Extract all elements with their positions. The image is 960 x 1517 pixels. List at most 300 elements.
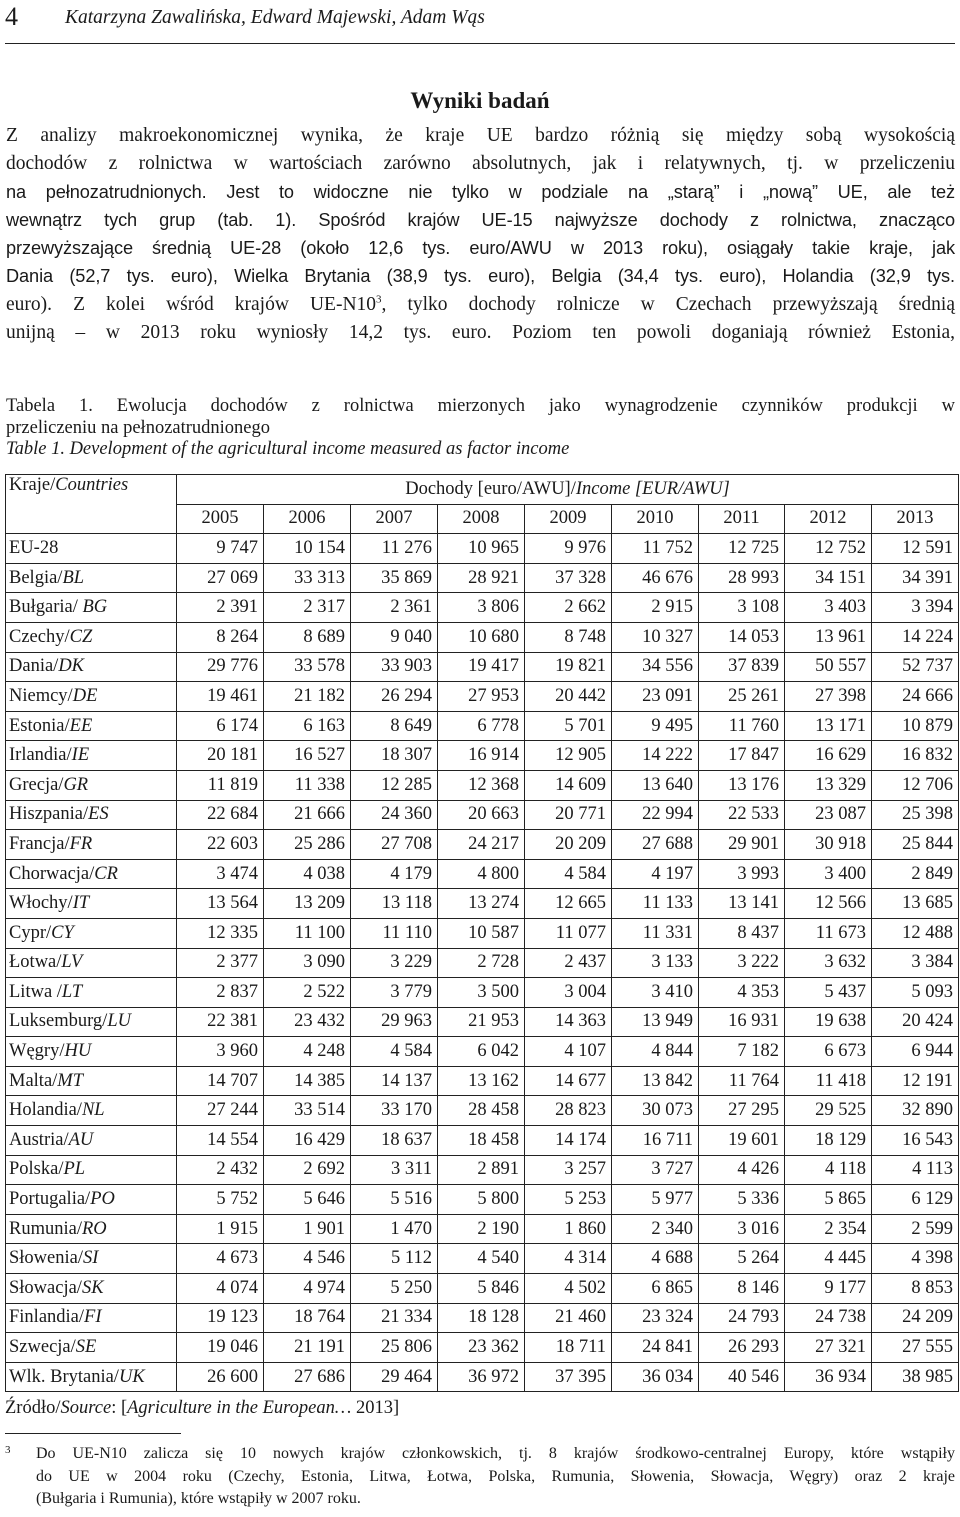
income-value-cell: 5 865 [785, 1185, 872, 1215]
income-value-cell: 28 993 [699, 563, 785, 593]
income-value-cell: 3 004 [525, 978, 612, 1008]
income-value-cell: 5 437 [785, 978, 872, 1008]
income-value-cell: 11 077 [525, 918, 612, 948]
income-value-cell: 24 666 [872, 682, 959, 712]
paragraph-line [6, 291, 955, 319]
income-value-cell: 13 118 [351, 889, 438, 919]
income-value-cell: 12 285 [351, 770, 438, 800]
income-value-cell: 4 974 [264, 1274, 351, 1304]
income-value-cell: 2 190 [438, 1214, 525, 1244]
country-code-en: LV [61, 952, 83, 973]
income-value-cell: 6 778 [438, 711, 525, 741]
income-value-cell: 23 324 [612, 1303, 699, 1333]
income-value-cell: 12 905 [525, 741, 612, 771]
country-name-pl: Słowenia/ [9, 1248, 83, 1269]
income-value-cell: 3 806 [438, 593, 525, 623]
income-value-cell: 22 684 [177, 800, 264, 830]
country-name-pl: Belgia/ [9, 567, 63, 588]
income-value-cell: 14 609 [525, 770, 612, 800]
income-value-cell: 20 663 [438, 800, 525, 830]
country-name-pl: Łotwa/ [9, 952, 62, 973]
income-value-cell: 19 461 [177, 682, 264, 712]
income-value-cell: 27 555 [872, 1333, 959, 1363]
income-value-cell: 26 294 [351, 682, 438, 712]
income-value-cell: 4 502 [525, 1274, 612, 1304]
income-value-cell: 3 108 [699, 593, 785, 623]
country-column-header: Kraje/Countries [6, 475, 177, 534]
country-code-en: ES [88, 804, 109, 825]
income-value-cell: 19 417 [438, 652, 525, 682]
table-row [6, 741, 959, 771]
income-value-cell: 11 418 [785, 1066, 872, 1096]
income-value-cell: 13 141 [699, 889, 785, 919]
income-value-cell: 23 432 [264, 1007, 351, 1037]
country-cell [6, 800, 177, 830]
income-value-cell: 33 170 [351, 1096, 438, 1126]
income-value-cell: 4 540 [438, 1244, 525, 1274]
caption-pl-line2: przeliczeniu na pełnozatrudnionego [6, 417, 271, 438]
income-value-cell: 12 566 [785, 889, 872, 919]
income-value-cell: 22 994 [612, 800, 699, 830]
income-value-cell: 20 181 [177, 741, 264, 771]
income-value-cell: 2 377 [177, 948, 264, 978]
income-value-cell: 9 747 [177, 534, 264, 564]
income-value-cell: 25 844 [872, 830, 959, 860]
income-value-cell: 19 601 [699, 1126, 785, 1156]
country-code-en: FI [84, 1307, 102, 1328]
income-value-cell: 5 093 [872, 978, 959, 1008]
income-value-cell: 4 314 [525, 1244, 612, 1274]
table-header-row [6, 475, 959, 505]
income-value-cell: 23 362 [438, 1333, 525, 1363]
page-number: 4 [5, 2, 18, 31]
income-value-cell: 5 264 [699, 1244, 785, 1274]
income-value-cell: 13 961 [785, 622, 872, 652]
income-value-cell: 16 711 [612, 1126, 699, 1156]
country-code-en: SI [83, 1248, 99, 1269]
income-value-cell: 3 960 [177, 1037, 264, 1067]
income-value-cell: 5 977 [612, 1185, 699, 1215]
footnote-line: do UE w 2004 roku (Czechy, Estonia, Litwa, Łotwa, Polska, Rumunia, Słowenia, Słowacja, Węgry) oraz 2 kraje [36, 1467, 955, 1485]
income-value-cell: 3 403 [785, 593, 872, 623]
income-value-cell: 24 841 [612, 1333, 699, 1363]
income-value-cell: 2 849 [872, 859, 959, 889]
table-row [6, 1333, 959, 1363]
income-value-cell: 8 649 [351, 711, 438, 741]
footnote-line: Do UE-N10 zalicza się 10 nowych krajów członkowskich, tj. 8 krajów środkowo-centralnej Europy, które wstąpiły [36, 1445, 955, 1462]
income-value-cell: 18 764 [264, 1303, 351, 1333]
year-header-2012: 2012 [785, 504, 872, 534]
country-code-en: DE [72, 685, 98, 706]
table-row [6, 534, 959, 564]
income-value-cell: 21 191 [264, 1333, 351, 1363]
source-label-en: Source [60, 1398, 112, 1418]
income-value-cell: 4 673 [177, 1244, 264, 1274]
country-name-pl: Estonia/ [9, 715, 70, 736]
income-value-cell: 16 931 [699, 1007, 785, 1037]
country-cell [6, 1037, 177, 1067]
country-code-en: GR [63, 774, 89, 795]
income-value-cell: 2 915 [612, 593, 699, 623]
country-name-pl: EU-28 [9, 537, 59, 558]
table-row [6, 918, 959, 948]
footnote [5, 1443, 955, 1511]
source-citation: Agriculture in the European… [127, 1398, 352, 1418]
country-name-pl: Litwa / [9, 981, 62, 1002]
country-cell [6, 830, 177, 860]
income-value-cell: 2 692 [264, 1155, 351, 1185]
page-header [5, 4, 955, 40]
income-value-cell: 1 470 [351, 1214, 438, 1244]
income-value-cell: 27 686 [264, 1362, 351, 1392]
income-value-cell: 35 869 [351, 563, 438, 593]
table-row [6, 948, 959, 978]
table-row [6, 978, 959, 1008]
income-value-cell: 11 276 [351, 534, 438, 564]
year-header-2008: 2008 [438, 504, 525, 534]
income-value-cell: 14 707 [177, 1066, 264, 1096]
country-name-pl: Rumunia/ [9, 1218, 82, 1239]
income-value-cell: 11 110 [351, 918, 438, 948]
table-caption [6, 396, 955, 461]
income-value-cell: 3 090 [264, 948, 351, 978]
income-value-cell: 4 113 [872, 1155, 959, 1185]
income-value-cell: 29 776 [177, 652, 264, 682]
income-value-cell: 24 209 [872, 1303, 959, 1333]
country-cell [6, 1244, 177, 1274]
caption-pl-line1: Tabela 1. Ewolucja dochodów z rolnictwa mierzonych jako wynagrodzenie czynników produkcji w [6, 396, 955, 416]
country-code-en: UK [118, 1366, 145, 1387]
paragraph-line: na pełnozatrudnionych. Jest to widoczne nie tylko w podziale na „starą” i „nową” UE, ale też [6, 182, 955, 203]
country-code-en: LT [61, 981, 83, 1002]
country-cell [6, 652, 177, 682]
income-value-cell: 5 112 [351, 1244, 438, 1274]
table-row [6, 1096, 959, 1126]
income-value-cell: 12 591 [872, 534, 959, 564]
income-value-cell: 36 034 [612, 1362, 699, 1392]
income-value-cell: 37 839 [699, 652, 785, 682]
income-value-cell: 8 853 [872, 1274, 959, 1304]
country-code-en: CY [51, 922, 74, 943]
income-value-cell: 6 944 [872, 1037, 959, 1067]
income-value-cell: 26 600 [177, 1362, 264, 1392]
income-value-cell: 4 584 [525, 859, 612, 889]
table-row [6, 889, 959, 919]
income-value-cell: 27 398 [785, 682, 872, 712]
income-value-cell: 25 398 [872, 800, 959, 830]
income-value-cell: 2 662 [525, 593, 612, 623]
country-code-en: SK [81, 1277, 104, 1298]
income-value-cell: 4 546 [264, 1244, 351, 1274]
income-value-cell: 28 823 [525, 1096, 612, 1126]
caption-en: Table 1. Development of the agricultural income measured as factor income [6, 439, 570, 459]
income-value-cell: 24 360 [351, 800, 438, 830]
income-value-cell: 13 162 [438, 1066, 525, 1096]
table-row [6, 1037, 959, 1067]
income-value-cell: 12 488 [872, 918, 959, 948]
income-value-cell: 20 209 [525, 830, 612, 860]
income-value-cell: 9 976 [525, 534, 612, 564]
income-value-cell: 9 495 [612, 711, 699, 741]
income-value-cell: 29 901 [699, 830, 785, 860]
income-value-cell: 13 949 [612, 1007, 699, 1037]
income-value-cell: 14 137 [351, 1066, 438, 1096]
income-value-cell: 22 381 [177, 1007, 264, 1037]
income-value-cell: 2 340 [612, 1214, 699, 1244]
income-value-cell: 18 129 [785, 1126, 872, 1156]
income-value-cell: 4 179 [351, 859, 438, 889]
country-name-pl: Polska/ [9, 1159, 64, 1180]
body-paragraph [6, 122, 955, 347]
country-code-en: NL [81, 1100, 105, 1121]
income-value-cell: 4 074 [177, 1274, 264, 1304]
income-value-cell: 16 832 [872, 741, 959, 771]
source-label: Źródło/ [5, 1398, 61, 1418]
income-value-cell: 25 806 [351, 1333, 438, 1363]
income-value-cell: 19 123 [177, 1303, 264, 1333]
income-value-cell: 2 837 [177, 978, 264, 1008]
income-value-cell: 33 903 [351, 652, 438, 682]
income-value-cell: 4 426 [699, 1155, 785, 1185]
income-value-cell: 16 543 [872, 1126, 959, 1156]
income-value-cell: 8 689 [264, 622, 351, 652]
country-name-pl: Malta/ [9, 1070, 58, 1091]
income-value-cell: 28 921 [438, 563, 525, 593]
country-cell [6, 978, 177, 1008]
income-value-cell: 34 151 [785, 563, 872, 593]
country-code-en: PL [63, 1159, 86, 1180]
table-row [6, 830, 959, 860]
country-name-pl: Irlandia/ [9, 745, 72, 766]
income-value-cell: 8 437 [699, 918, 785, 948]
country-cell [6, 711, 177, 741]
income-value-cell: 21 334 [351, 1303, 438, 1333]
country-name-pl: Szwecja/ [9, 1337, 76, 1358]
income-value-cell: 5 336 [699, 1185, 785, 1215]
country-code-en: AU [68, 1129, 94, 1150]
table-row [6, 859, 959, 889]
income-value-cell: 11 338 [264, 770, 351, 800]
table-row [6, 1274, 959, 1304]
table-row [6, 622, 959, 652]
income-value-cell: 21 460 [525, 1303, 612, 1333]
income-value-cell: 16 429 [264, 1126, 351, 1156]
income-value-cell: 11 760 [699, 711, 785, 741]
country-cell [6, 534, 177, 564]
table-row [6, 1303, 959, 1333]
income-value-cell: 34 391 [872, 563, 959, 593]
table-body [6, 534, 959, 1392]
country-cell [6, 1303, 177, 1333]
income-value-cell: 13 274 [438, 889, 525, 919]
country-cell [6, 622, 177, 652]
footnote-reference: 3 [376, 293, 382, 306]
country-code-en: BL [62, 567, 85, 588]
income-value-cell: 4 688 [612, 1244, 699, 1274]
table-row [6, 1155, 959, 1185]
income-value-cell: 20 771 [525, 800, 612, 830]
income-value-cell: 1 901 [264, 1214, 351, 1244]
income-value-cell: 21 953 [438, 1007, 525, 1037]
income-value-cell: 4 445 [785, 1244, 872, 1274]
country-cell [6, 1185, 177, 1215]
income-value-cell: 16 527 [264, 741, 351, 771]
country-name-pl: Chorwacja/ [9, 863, 95, 884]
country-code-en: IT [72, 893, 90, 914]
income-value-cell: 10 154 [264, 534, 351, 564]
country-code-en: EE [69, 715, 93, 736]
income-value-cell: 46 676 [612, 563, 699, 593]
income-value-cell: 2 437 [525, 948, 612, 978]
income-value-cell: 20 424 [872, 1007, 959, 1037]
table-row [6, 1007, 959, 1037]
income-value-cell: 19 821 [525, 652, 612, 682]
header-rule [5, 43, 955, 44]
table-row [6, 1066, 959, 1096]
income-value-cell: 3 016 [699, 1214, 785, 1244]
country-name-pl: Słowacja/ [9, 1277, 82, 1298]
country-code-en: IE [71, 745, 90, 766]
income-value-cell: 3 779 [351, 978, 438, 1008]
country-name-pl: Czechy/ [9, 626, 70, 647]
income-value-cell: 6 865 [612, 1274, 699, 1304]
income-value-cell: 5 800 [438, 1185, 525, 1215]
income-value-cell: 10 587 [438, 918, 525, 948]
income-value-cell: 8 146 [699, 1274, 785, 1304]
paragraph-fragment: , tylko dochody rolnicze w Czechach przewyższają średnią [381, 293, 955, 315]
country-name-pl: Dania/ [9, 656, 59, 677]
income-column-header: Dochody [euro/AWU]/Income [EUR/AWU] [177, 475, 959, 505]
income-value-cell: 12 335 [177, 918, 264, 948]
income-value-cell: 14 053 [699, 622, 785, 652]
country-cell [6, 889, 177, 919]
income-value-cell: 13 176 [699, 770, 785, 800]
country-cell [6, 1007, 177, 1037]
income-value-cell: 12 665 [525, 889, 612, 919]
income-value-cell: 29 464 [351, 1362, 438, 1392]
income-value-cell: 14 554 [177, 1126, 264, 1156]
table-row [6, 1362, 959, 1392]
country-name-pl: Portugalia/ [9, 1189, 91, 1210]
country-cell [6, 1066, 177, 1096]
income-value-cell: 50 557 [785, 652, 872, 682]
income-value-cell: 2 891 [438, 1155, 525, 1185]
income-value-cell: 14 363 [525, 1007, 612, 1037]
income-value-cell: 2 728 [438, 948, 525, 978]
income-value-cell: 27 953 [438, 682, 525, 712]
income-value-cell: 4 248 [264, 1037, 351, 1067]
income-value-cell: 8 264 [177, 622, 264, 652]
income-value-cell: 16 629 [785, 741, 872, 771]
income-value-cell: 24 738 [785, 1303, 872, 1333]
income-value-cell: 4 844 [612, 1037, 699, 1067]
table-row [6, 711, 959, 741]
income-value-cell: 14 222 [612, 741, 699, 771]
income-value-cell: 3 993 [699, 859, 785, 889]
income-value-cell: 18 458 [438, 1126, 525, 1156]
income-value-cell: 14 224 [872, 622, 959, 652]
paragraph-fragment: euro). Z kolei wśród krajów UE-N10 [6, 293, 377, 315]
income-value-cell: 30 918 [785, 830, 872, 860]
paragraph-line: przewyższające średnią UE-28 (około 12,6 tys. euro/AWU w 2013 roku), osiągały takie kraje, jak [6, 238, 955, 259]
income-value-cell: 5 253 [525, 1185, 612, 1215]
income-value-cell: 4 038 [264, 859, 351, 889]
income-value-cell: 34 556 [612, 652, 699, 682]
country-code-en: MT [57, 1070, 83, 1091]
country-cell [6, 593, 177, 623]
income-value-cell: 28 458 [438, 1096, 525, 1126]
running-head-authors: Katarzyna Zawalińska, Edward Majewski, Adam Wąs [65, 7, 485, 28]
country-code-en: HU [64, 1041, 92, 1062]
income-value-cell: 3 229 [351, 948, 438, 978]
country-name-pl: Holandia/ [9, 1100, 82, 1121]
country-cell [6, 1096, 177, 1126]
income-value-cell: 4 398 [872, 1244, 959, 1274]
income-value-cell: 3 311 [351, 1155, 438, 1185]
income-value-cell: 6 129 [872, 1185, 959, 1215]
income-value-cell: 30 073 [612, 1096, 699, 1126]
income-value-cell: 10 680 [438, 622, 525, 652]
country-cell [6, 1155, 177, 1185]
income-value-cell: 25 261 [699, 682, 785, 712]
country-code-en: CR [94, 863, 118, 884]
income-value-cell: 37 395 [525, 1362, 612, 1392]
income-value-cell: 2 391 [177, 593, 264, 623]
country-cell [6, 948, 177, 978]
income-value-cell: 12 725 [699, 534, 785, 564]
income-value-cell: 3 400 [785, 859, 872, 889]
income-value-cell: 10 965 [438, 534, 525, 564]
table-row [6, 563, 959, 593]
income-value-cell: 3 632 [785, 948, 872, 978]
income-value-cell: 27 069 [177, 563, 264, 593]
income-value-cell: 16 914 [438, 741, 525, 771]
table-row [6, 1214, 959, 1244]
income-value-cell: 33 514 [264, 1096, 351, 1126]
income-value-cell: 5 701 [525, 711, 612, 741]
income-value-cell: 1 915 [177, 1214, 264, 1244]
income-value-cell: 2 354 [785, 1214, 872, 1244]
income-value-cell: 2 522 [264, 978, 351, 1008]
paragraph-line: wewnątrz tych grup (tab. 1). Spośród krajów UE-15 najwyższe dochody z rolnictwa, znacząco [6, 210, 955, 231]
country-code-en: DK [58, 656, 85, 677]
income-value-cell: 4 107 [525, 1037, 612, 1067]
table-row [6, 1244, 959, 1274]
income-value-cell: 33 313 [264, 563, 351, 593]
income-value-cell: 27 321 [785, 1333, 872, 1363]
year-header-2009: 2009 [525, 504, 612, 534]
country-cell [6, 682, 177, 712]
income-value-cell: 22 603 [177, 830, 264, 860]
country-name-pl: Cypr/ [9, 922, 52, 943]
income-value-cell: 5 646 [264, 1185, 351, 1215]
table-row [6, 1126, 959, 1156]
income-value-cell: 4 800 [438, 859, 525, 889]
income-value-cell: 3 500 [438, 978, 525, 1008]
income-value-cell: 12 752 [785, 534, 872, 564]
income-value-cell: 38 985 [872, 1362, 959, 1392]
country-cell [6, 563, 177, 593]
income-value-cell: 14 385 [264, 1066, 351, 1096]
year-header-2010: 2010 [612, 504, 699, 534]
country-cell [6, 859, 177, 889]
income-value-cell: 17 847 [699, 741, 785, 771]
income-value-cell: 36 972 [438, 1362, 525, 1392]
paragraph-line: Z analizy makroekonomicznej wynika, że kraje UE bardzo różnią się między sobą wysokością [6, 125, 955, 146]
income-value-cell: 3 384 [872, 948, 959, 978]
income-value-cell: 4 118 [785, 1155, 872, 1185]
income-value-cell: 3 727 [612, 1155, 699, 1185]
